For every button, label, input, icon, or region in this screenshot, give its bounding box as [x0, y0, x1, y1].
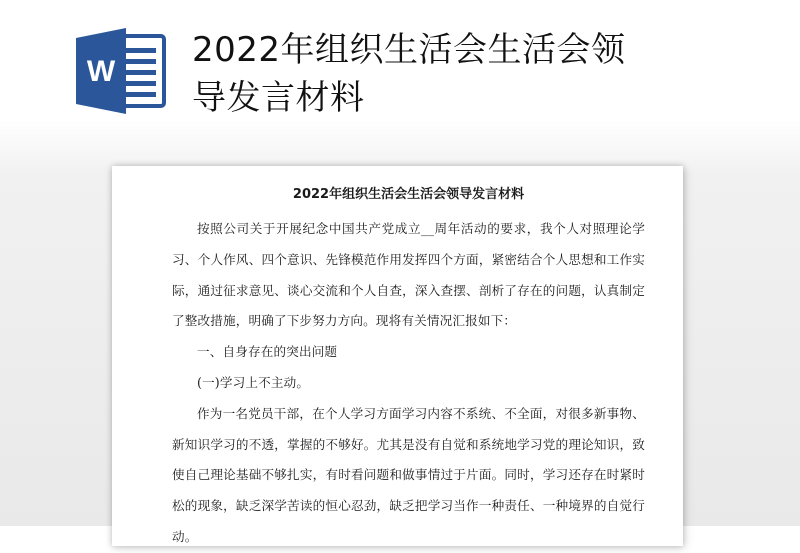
page-title [192, 26, 792, 122]
word-document-icon [74, 28, 168, 114]
page-title-line-1: 2022年组织生活会生活会领 [192, 30, 626, 70]
document-paragraph-intro: 按照公司关于开展纪念中国共产党成立__周年活动的要求，我个人对照理论学习、个人作风、四个意识、先锋模范作用发挥四个方面，紧密结合个人思想和工作实际，通过征求意见、谈心交流和个人自查，深入查摆、剖析了存在的问题，认真制定了整改措施，明确了下步努力方向。现将有关情况汇报如下： [172, 221, 645, 329]
document-subsection-heading: (一)学习上不主动。 [197, 374, 310, 390]
document-section-heading: 一、自身存在的突出问题 [197, 344, 338, 360]
document-page [112, 166, 683, 546]
word-icon-letter: W [86, 55, 116, 88]
document-paragraph-body: 作为一名党员干部，在个人学习方面学习内容不系统、不全面，对很多新事物、新知识学习的不透，掌握的不够好。尤其是没有自觉和系统地学习党的理论知识，致使自己理论基础不够扎实，有时看问题和做事情过于片面。同时，学习还存在时紧时松的现象，缺乏深学苦读的恒心忍劲，缺乏把学习当作一种责任、一种境界的自觉行动。 [172, 405, 645, 544]
page-title-line-2: 导发言材料 [192, 78, 365, 118]
document-title: 2022年组织生活会生活会领导发言材料 [292, 187, 525, 202]
